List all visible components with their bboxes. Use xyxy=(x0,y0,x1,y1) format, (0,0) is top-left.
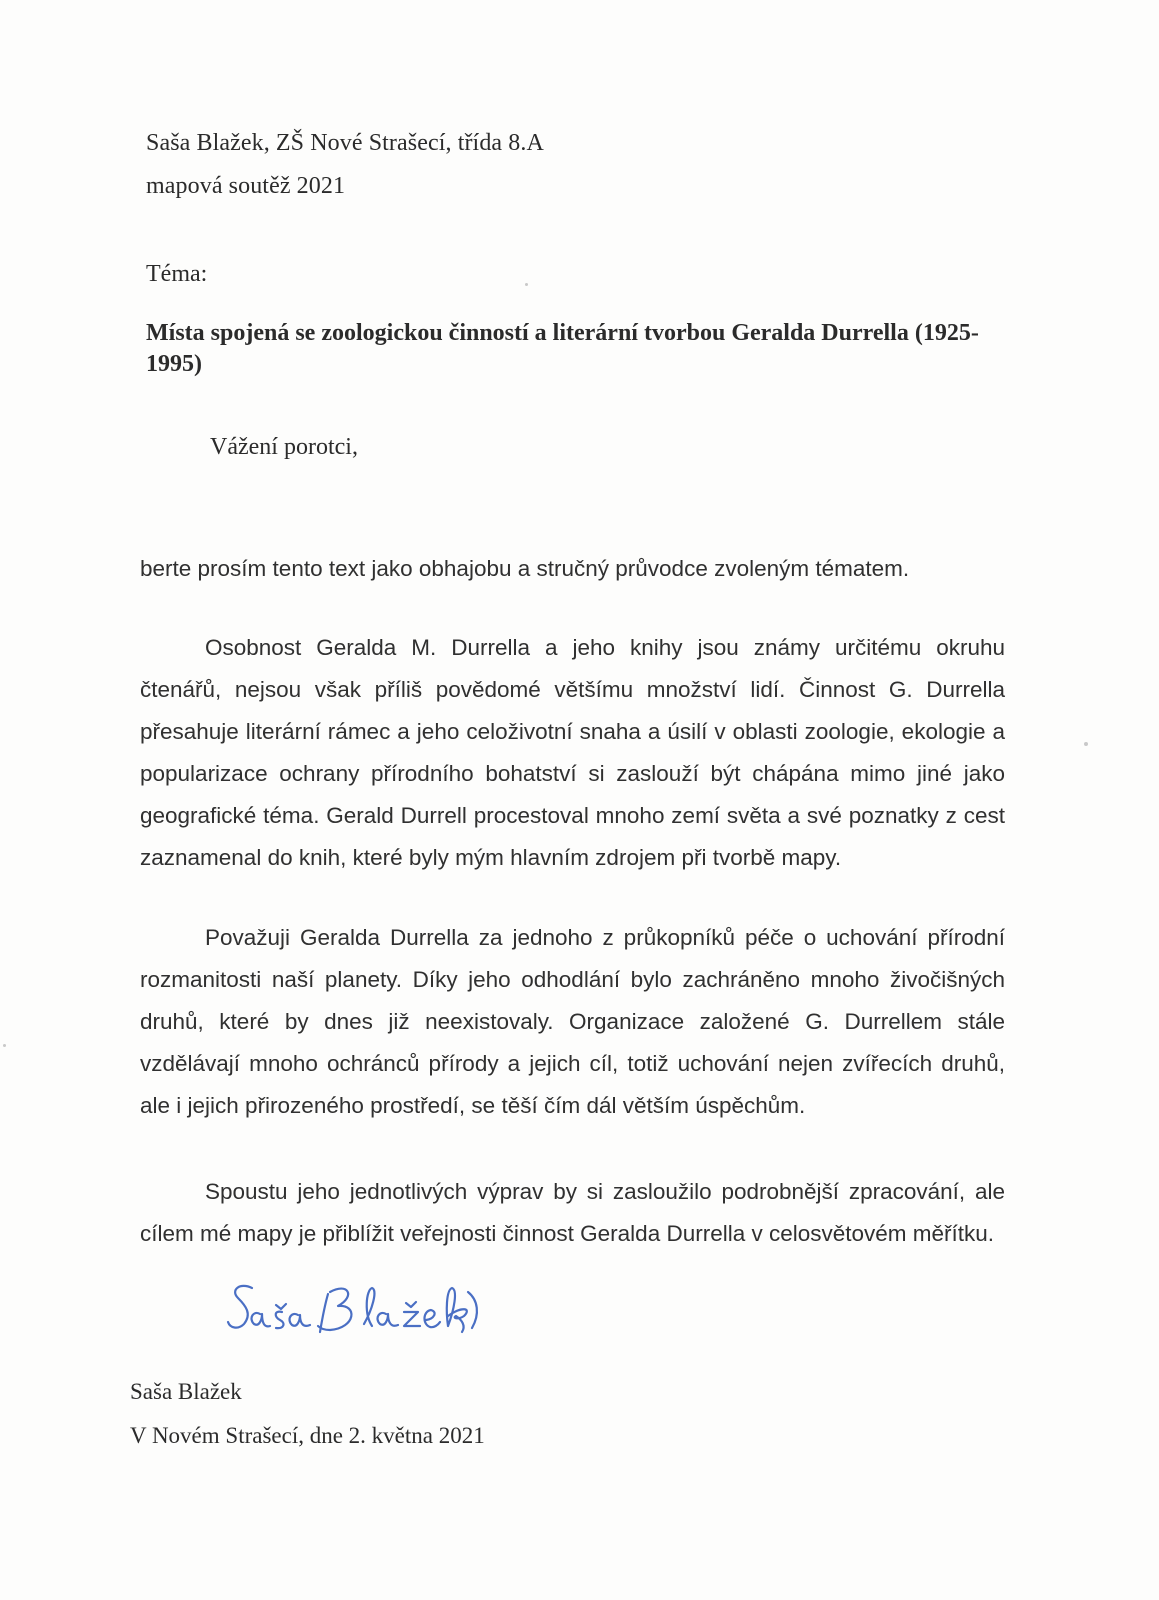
scan-speck xyxy=(1084,742,1088,746)
scan-speck xyxy=(3,1044,6,1047)
topic-label: Téma: xyxy=(146,261,208,287)
salutation: Vážení porotci, xyxy=(210,434,358,460)
author-line: Saša Blažek, ZŠ Nové Strašecí, třída 8.A xyxy=(146,130,544,156)
scan-speck xyxy=(525,283,528,286)
body-paragraph-1: berte prosím tento text jako obhajobu a stručný průvodce zvoleným tématem. xyxy=(140,555,910,581)
handwritten-signature xyxy=(226,1272,486,1352)
body-paragraph-4: Spoustu jeho jednotlivých výprav by si zasloužilo podrobnější zpracování, ale cílem mé mapy je přiblížit veřejnosti činnost Geralda Durrella v celosvětovém měřítku. xyxy=(140,1178,1005,1246)
body-paragraph-3: Považuji Geralda Durrella za jednoho z průkopníků péče o uchování přírodní rozmanitosti naší planety. Díky jeho odhodlání bylo zachráněno mnoho živočišných druhů, které by dnes již neexistovaly. Organizace založené G. Durrellem stále vzdělávají mnoho ochránců přírody a jejich cíl, totiž uchování nejen zvířecích druhů, ale i jejich přirozeného prostředí, se těší čím dál větším úspěchům. xyxy=(140,924,1005,1118)
topic-title: Místa spojená se zoologickou činností a literární tvorbou Geralda Durrella (1925-1995) xyxy=(146,320,979,377)
place-date: V Novém Strašecí, dne 2. května 2021 xyxy=(130,1423,485,1448)
body-paragraph-2: Osobnost Geralda M. Durrella a jeho knihy jsou známy určitému okruhu čtenářů, nejsou však příliš povědomé většímu množství lidí. Činnost G. Durrella přesahuje literární rámec a jeho celoživotní snaha a úsilí v oblasti zoologie, ekologie a popularizace ochrany přírodního bohatství si zaslouží být chápána mimo jiné jako geografické téma. Gerald Durrell procestoval mnoho zemí světa a své poznatky z cest zaznamenal do knih, které byly mým hlavním zdrojem při tvorbě mapy. xyxy=(140,634,1005,870)
competition-line: mapová soutěž 2021 xyxy=(146,173,346,199)
signer-name: Saša Blažek xyxy=(130,1379,242,1404)
